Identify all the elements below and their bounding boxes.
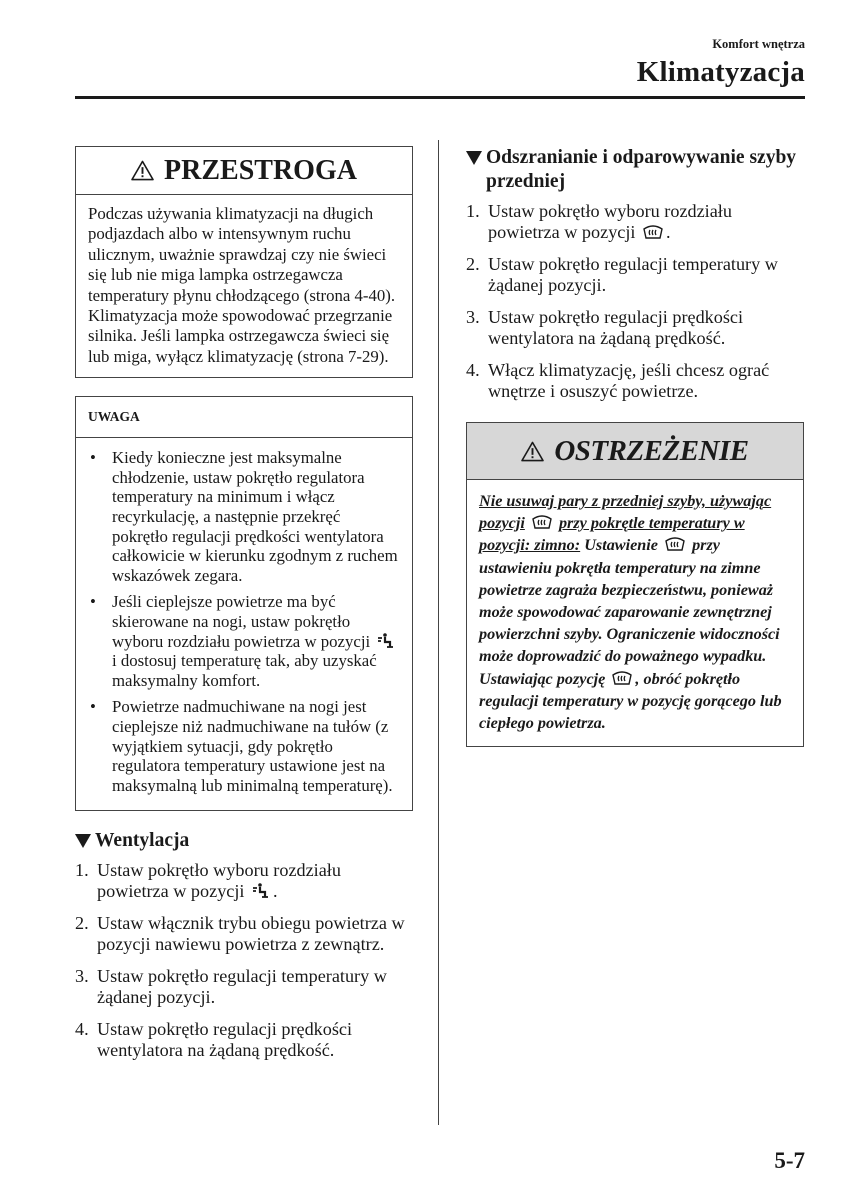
note-body xyxy=(76,438,412,810)
defrost-heading-text: Odszranianie i odparowywanie szyby przedniej xyxy=(486,147,797,192)
page-number: 5-7 xyxy=(774,1148,805,1173)
warning-header xyxy=(467,423,803,480)
bilevel-airflow-icon xyxy=(377,633,395,649)
windshield-defrost-icon xyxy=(532,514,552,530)
windshield-defrost-icon xyxy=(665,536,685,552)
step-text-before: Ustaw pokrętło wyboru rozdziału powietrza w pozycji xyxy=(97,860,341,902)
step-item xyxy=(466,201,804,243)
bullet-text: Powietrze nadmuchiwane na nogi jest cieplejsze niż nadmuchiwane na tułów (z wyjątkiem sytuacji, gdy pokrętło regulatora temperatury ustawione jest na maksymalną lub minimalną temperaturę). xyxy=(112,697,393,795)
step-text-after: . xyxy=(666,222,671,242)
step-text-before: Ustaw pokrętło wyboru rozdziału powietrza w pozycji xyxy=(488,201,732,242)
step-number: 2. xyxy=(75,913,89,934)
ventilation-section xyxy=(75,829,413,1061)
step-number: 1. xyxy=(75,860,89,881)
step-number: 1. xyxy=(466,201,480,221)
step-text: Ustaw włącznik trybu obiegu powietrza w pozycji nawiewu powietrza z zewnątrz. xyxy=(97,913,405,955)
triangle-down-icon xyxy=(75,834,91,848)
step-text xyxy=(488,201,804,243)
note-bullet xyxy=(88,592,400,690)
windshield-defrost-icon xyxy=(612,670,632,686)
ventilation-steps xyxy=(75,860,413,1061)
bullet-text-after: i dostosuj temperaturę tak, aby uzyskać maksymalny komfort. xyxy=(112,651,377,690)
caution-box xyxy=(75,146,413,378)
warning-box xyxy=(466,422,804,747)
caution-header xyxy=(76,147,412,195)
step-text xyxy=(97,860,413,902)
step-number: 2. xyxy=(466,254,480,274)
left-column xyxy=(75,146,413,1072)
warning-underlined-a: Nie usuwaj pary z przedniej szyby, używając pozycji xyxy=(479,492,772,533)
note-box xyxy=(75,396,413,811)
warning-body-b: przy ustawieniu pokrętła temperatury na zimne powietrze zagraża bezpieczeństwu, ponieważ może spowodować zaparowanie zewnętrznej powierzchni szyby. Ograniczenie widoczności może doprowadzić do poważnego wypadku. Ustawiając pozycję xyxy=(479,536,780,688)
note-bullet xyxy=(88,697,400,795)
step-text: Ustaw pokrętło regulacji temperatury w żądanej pozycji. xyxy=(488,254,778,295)
bullet-dot: • xyxy=(90,448,96,468)
step-item xyxy=(75,913,413,955)
step-item xyxy=(466,307,804,349)
step-number: 3. xyxy=(75,966,89,987)
column-divider xyxy=(438,140,439,1125)
warning-triangle-icon xyxy=(131,160,154,181)
defrost-section xyxy=(466,146,804,402)
step-text: Włącz klimatyzację, jeśli chcesz ograć wnętrze i osuszyć powietrze. xyxy=(488,360,770,401)
triangle-down-icon xyxy=(466,151,482,165)
step-text: Ustaw pokrętło regulacji prędkości wentylatora na żądaną prędkość. xyxy=(488,307,744,348)
defrost-heading xyxy=(466,146,804,194)
right-column xyxy=(466,146,804,747)
step-text: Ustaw pokrętło regulacji prędkości wentylatora na żądaną prędkość. xyxy=(97,1019,353,1061)
step-item xyxy=(466,360,804,402)
step-item xyxy=(75,966,413,1008)
warning-triangle-icon xyxy=(521,441,544,462)
warning-body-a: Ustawienie xyxy=(584,536,658,555)
ventilation-heading xyxy=(75,829,413,853)
warning-text xyxy=(467,480,803,746)
warning-underlined-b: przy pokrętle temperatury w pozycji: zimno: xyxy=(479,514,745,555)
bullet-text-before: Jeśli cieplejsze powietrze ma być skierowane na nogi, ustaw pokrętło wyboru rozdziału powietrza w pozycji xyxy=(112,592,371,651)
warning-body-c: , obróć pokrętło regulacji temperatury w pozycję gorącego lub ciepłego powietrza. xyxy=(479,669,782,733)
caution-title: PRZESTROGA xyxy=(164,154,357,186)
windshield-defrost-icon xyxy=(643,224,663,240)
bullet-dot: • xyxy=(90,697,96,717)
step-item xyxy=(75,1019,413,1061)
step-text-after: . xyxy=(273,881,278,902)
header-rule xyxy=(75,96,805,99)
step-number: 3. xyxy=(466,307,480,327)
chapter-title: Klimatyzacja xyxy=(636,56,805,88)
ventilation-heading-text: Wentylacja xyxy=(95,830,190,852)
section-label: Komfort wnętrza xyxy=(712,37,805,51)
bullet-dot: • xyxy=(90,592,96,612)
bullet-text: Kiedy konieczne jest maksymalne chłodzenie, ustaw pokrętło regulatora temperatury na minimum i włącz recyrkulację, a następnie przekręć pokrętło regulacji prędkości wentylatora całkowicie w kierunku zgodnym z ruchem wskazówek zegara. xyxy=(112,448,398,585)
step-number: 4. xyxy=(466,360,480,380)
step-number: 4. xyxy=(75,1019,89,1040)
warning-title: OSTRZEŻENIE xyxy=(554,434,749,467)
note-title: UWAGA xyxy=(76,397,412,438)
step-item xyxy=(75,860,413,902)
note-bullet xyxy=(88,448,400,585)
step-item xyxy=(466,254,804,296)
step-text: Ustaw pokrętło regulacji temperatury w żądanej pozycji. xyxy=(97,966,387,1008)
bullet-text xyxy=(112,592,400,690)
bilevel-airflow-icon xyxy=(252,883,270,899)
defrost-steps xyxy=(466,201,804,402)
caution-text: Podczas używania klimatyzacji na długich podjazdach albo w intensywnym ruchu ulicznym, uważnie sprawdzaj czy nie świeci się lub nie miga lampka ostrzegawcza temperatury płynu chłodzącego (strona 4-40). Klimatyzacja może spowodować przegrzanie silnika. Jeśli lampka ostrzegawcza świeci się lub miga, wyłącz klimatyzację (strona 7-29). xyxy=(88,204,396,366)
